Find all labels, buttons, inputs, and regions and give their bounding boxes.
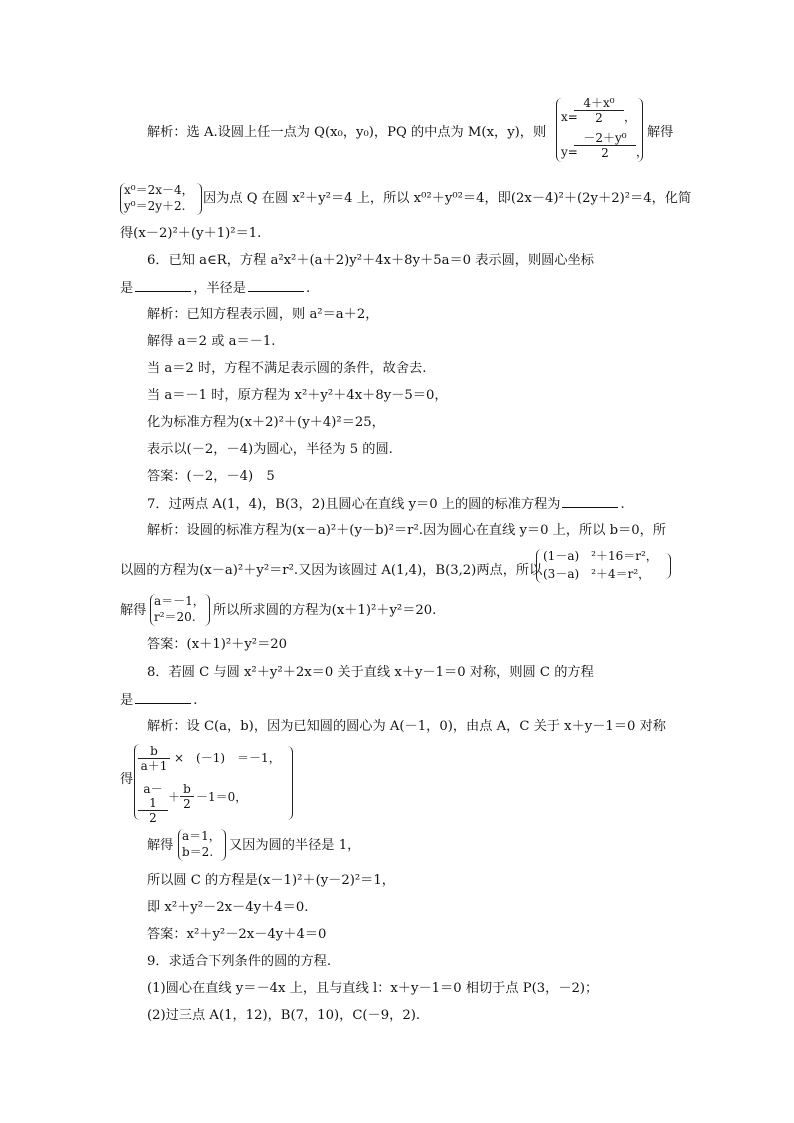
fraction: $\frac{\text{4＋x⁰}}{2}$ — [574, 96, 624, 125]
problem-8-text: 8．若圆 C 与圆 x²＋y²＋2x＝0 关于直线 x＋y－1＝0 对称，则圆 C 的方程 — [147, 665, 594, 680]
text: 解析：选 A.设圆上任一点为 Q(x₀，y₀)，PQ 的中点为 M(x，y)，则 — [147, 125, 547, 140]
solution-6-line-2: 解得 a＝2 或 a＝－1. — [147, 334, 276, 349]
fraction: $\frac{b}{a+1}$ — [138, 744, 170, 773]
solution-8-jiede: 解得 — [147, 838, 174, 853]
problem-7-text: 7．过两点 A(1，4)，B(3，2)且圆心在直线 y＝0 上的圆的标准方程为 . — [147, 497, 625, 512]
solution-6-line-6: 表示以(－2，－4)为圆心，半径为 5 的圆. — [147, 442, 393, 457]
fraction: $\frac{\text{－2＋y⁰}}{2}$ — [574, 131, 636, 160]
solution-8-line-1: 解析：设 C(a，b)，因为已知圆的圆心为 A(－1，0)，由点 A，C 关于 x＋y－1＝0 对称 — [147, 719, 666, 734]
answer-blank[interactable] — [135, 691, 191, 704]
solution-5-line-3: 得(x－2)²＋(y＋1)²＝1. — [120, 226, 262, 241]
solution-5-line-1 — [147, 124, 546, 142]
answer-7: 答案：(x＋1)²＋y²＝20 — [147, 637, 288, 652]
system-3-row-2: (3－a) ²＋4＝r²， — [543, 567, 651, 581]
system-1-row-1: x= — [561, 110, 578, 124]
right-brace — [204, 594, 210, 626]
system-5-row-1-rest: × (－1) ＝－1， — [174, 751, 281, 765]
fraction: $\frac{a-1}{2}$ — [138, 782, 168, 825]
plus-sign: ＋ — [168, 790, 181, 804]
system-6-row-1: a＝1， — [182, 829, 221, 843]
solution-7-line-2: 以圆的方程为(x－a)²＋y²＝r².又因为该圆过 A(1,4)，B(3,2)两点，所以 — [120, 563, 543, 578]
system-2-row-2: y⁰＝2y＋2. — [124, 199, 186, 213]
system-3-row-1: (1－a) ²＋16＝r²， — [543, 549, 658, 563]
problem-6-text: 6．已知 a∈R，方程 a²x²＋(a＋2)y²＋4x＋8y＋5a＝0 表示圆，则圆心坐标 — [147, 253, 594, 268]
answer-blank[interactable] — [248, 279, 304, 292]
solution-5-line-2: 因为点 Q 在圆 x²＋y²＝4 上，所以 x⁰²＋y⁰²＝4，即(2x－4)²＋(2y＋2)²＝4，化简 — [203, 191, 692, 206]
answer-blank[interactable] — [135, 279, 191, 292]
right-brace — [286, 746, 293, 820]
problem-9-text: 9．求适合下列条件的圆的方程. — [147, 954, 332, 969]
system-4-row-2: r²＝20. — [154, 610, 196, 624]
right-brace — [636, 98, 643, 162]
problem-9-part-2: (2)过三点 A(1，12)，B(7，10)，C(－9，2). — [147, 1008, 421, 1023]
solution-7-line-3-start: 解得 — [120, 603, 147, 618]
problem-8-blank: 是 . — [120, 693, 198, 708]
right-brace — [220, 829, 226, 861]
answer-blank[interactable] — [562, 495, 618, 508]
system-2-row-1: x⁰＝2x－4， — [124, 183, 194, 197]
comma: ， — [636, 145, 649, 159]
solution-6-line-1: 解析：已知方程表示圆，则 a²＝a＋2， — [147, 307, 379, 322]
solution-8-radius: 又因为圆的半径是 1， — [229, 838, 361, 853]
solution-6-line-4: 当 a＝－1 时，原方程为 x²＋y²＋4x＋8y－5＝0， — [147, 388, 448, 403]
solution-8-de: 得 — [120, 772, 134, 787]
solution-8-line-4: 即 x²＋y²－2x－4y＋4＝0. — [147, 900, 309, 915]
system-1-row-2: y= — [561, 145, 578, 159]
solution-6-line-5: 化为标准方程为(x＋2)²＋(y＋4)²＝25， — [147, 415, 385, 430]
solution-7-line-1: 解析：设圆的标准方程为(x－a)²＋(y－b)²＝r².因为圆心在直线 y＝0 上，所以 b＝0，所 — [147, 523, 666, 538]
solution-6-line-3: 当 a＝2 时，方程不满足表示圆的条件，故舍去. — [147, 361, 427, 376]
answer-8: 答案：x²＋y²－2x－4y＋4＝0 — [147, 927, 327, 942]
right-brace — [664, 553, 671, 579]
left-brace — [536, 549, 543, 583]
right-brace — [196, 183, 202, 215]
comma: ， — [624, 110, 637, 124]
fraction: $\frac{b}{2}$ — [180, 782, 194, 811]
solution-7-line-3-end: 所以所求圆的方程为(x＋1)²＋y²＝20. — [213, 603, 437, 618]
problem-6-blanks: 是 ，半径是 . — [120, 281, 311, 296]
solution-8-line-3: 所以圆 C 的方程是(x－1)²＋(y－2)²＝1， — [147, 873, 395, 888]
system-6-row-2: b＝2. — [182, 845, 214, 859]
problem-9-part-1: (1)圆心在直线 y＝－4x 上，且与直线 l：x＋y－1＝0 相切于点 P(3，－2)； — [147, 981, 599, 996]
solution-5-line-1-end: 解得 — [647, 125, 674, 140]
system-4-row-1: a＝－1， — [154, 594, 205, 608]
system-5-row-2-rest: －1＝0， — [196, 790, 248, 804]
answer-6: 答案：(－2，－4) 5 — [147, 469, 275, 484]
